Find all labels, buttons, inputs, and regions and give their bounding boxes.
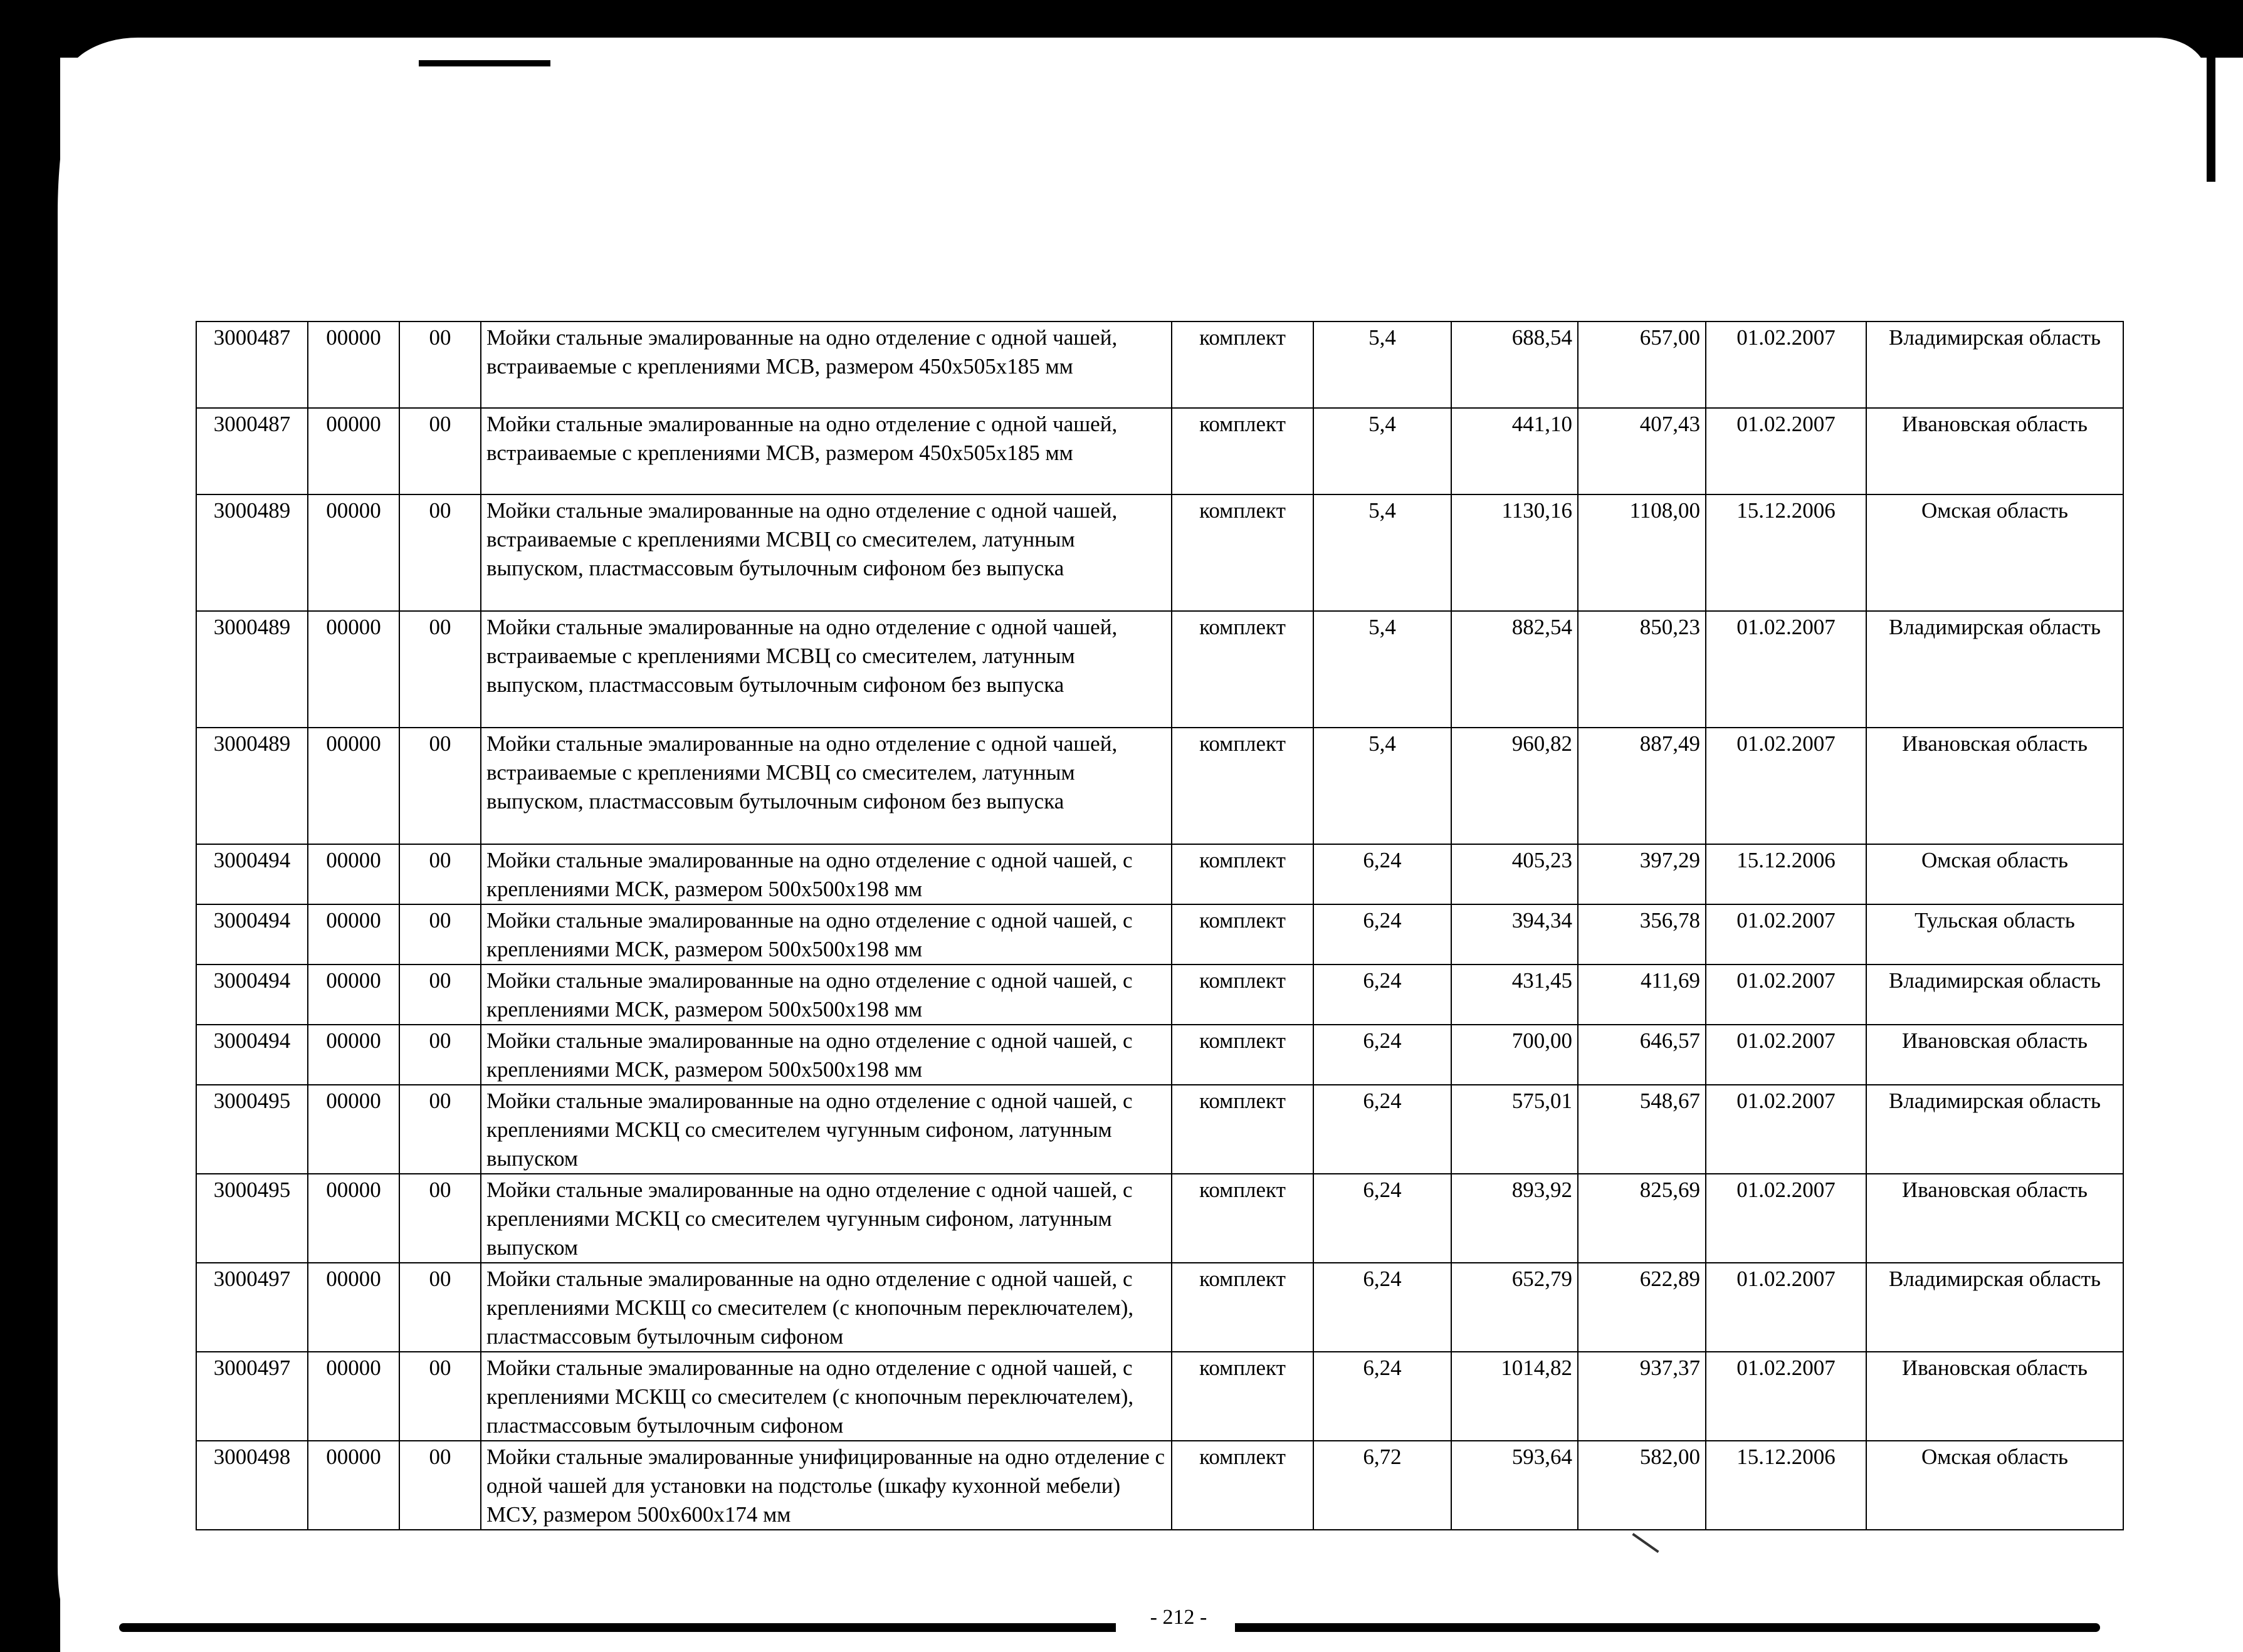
row-price-2: 646,57 [1578,1025,1706,1085]
row-code: 3000497 [196,1263,308,1352]
row-price-2: 548,67 [1578,1085,1706,1174]
row-unit: комплект [1172,1085,1313,1174]
row-description: Мойки стальные эмалированные на одно отделение с одной чашей, с креплениями МСК, размером 500x500x198 мм [481,844,1172,904]
row-region: Ивановская область [1866,1025,2123,1085]
row-suffix: 00 [399,408,481,494]
row-date: 01.02.2007 [1706,904,1866,965]
row-suffix: 00 [399,322,481,408]
table-row [196,965,2123,1025]
row-unit: комплект [1172,1352,1313,1441]
row-region: Омская область [1866,844,2123,904]
row-region: Омская область [1866,494,2123,611]
row-suffix: 00 [399,965,481,1025]
row-suffix: 00 [399,611,481,728]
row-region: Владимирская область [1866,611,2123,728]
row-price-2: 1108,00 [1578,494,1706,611]
row-subcode: 00000 [308,1174,399,1263]
table-row [196,611,2123,728]
row-region: Тульская область [1866,904,2123,965]
row-code: 3000498 [196,1441,308,1530]
table-row [196,322,2123,408]
table-row [196,408,2123,494]
row-price-2: 937,37 [1578,1352,1706,1441]
row-coefficient: 6,24 [1313,1025,1451,1085]
row-date: 01.02.2007 [1706,1174,1866,1263]
row-date: 15.12.2006 [1706,1441,1866,1530]
table-row [196,844,2123,904]
table-row [196,494,2123,611]
row-date: 01.02.2007 [1706,611,1866,728]
row-subcode: 00000 [308,844,399,904]
row-price-2: 411,69 [1578,965,1706,1025]
row-code: 3000494 [196,904,308,965]
row-unit: комплект [1172,322,1313,408]
page-number: - 212 - [1122,1606,1235,1629]
row-suffix: 00 [399,1352,481,1441]
row-description: Мойки стальные эмалированные на одно отделение с одной чашей, встраиваемые с креплениями МСВЦ со смесителем, латунным выпуском, пластмассовым бутылочным сифоном без выпуска [481,611,1172,728]
row-coefficient: 5,4 [1313,322,1451,408]
scan-page-corner-left [58,63,133,1642]
row-coefficient: 6,24 [1313,1174,1451,1263]
row-subcode: 00000 [308,965,399,1025]
row-price-1: 441,10 [1451,408,1578,494]
row-price-1: 1014,82 [1451,1352,1578,1441]
row-price-1: 593,64 [1451,1441,1578,1530]
row-code: 3000489 [196,494,308,611]
row-coefficient: 6,24 [1313,844,1451,904]
row-suffix: 00 [399,728,481,844]
row-price-1: 960,82 [1451,728,1578,844]
row-subcode: 00000 [308,494,399,611]
table-row [196,728,2123,844]
row-unit: комплект [1172,904,1313,965]
row-unit: комплект [1172,1263,1313,1352]
row-price-1: 575,01 [1451,1085,1578,1174]
row-date: 01.02.2007 [1706,1352,1866,1441]
row-date: 01.02.2007 [1706,408,1866,494]
row-unit: комплект [1172,844,1313,904]
row-code: 3000487 [196,408,308,494]
row-date: 15.12.2006 [1706,494,1866,611]
row-price-1: 1130,16 [1451,494,1578,611]
row-description: Мойки стальные эмалированные на одно отделение с одной чашей, с креплениями МСК, размером 500x500x198 мм [481,965,1172,1025]
row-suffix: 00 [399,1025,481,1085]
row-code: 3000487 [196,322,308,408]
row-suffix: 00 [399,1174,481,1263]
row-price-2: 582,00 [1578,1441,1706,1530]
row-price-2: 850,23 [1578,611,1706,728]
scan-border-bottom [119,1623,2100,1632]
row-subcode: 00000 [308,728,399,844]
row-date: 01.02.2007 [1706,965,1866,1025]
row-description: Мойки стальные эмалированные на одно отделение с одной чашей, с креплениями МСКЦ со смесителем чугунным сифоном, латунным выпуском [481,1085,1172,1174]
row-subcode: 00000 [308,1085,399,1174]
row-region: Владимирская область [1866,1263,2123,1352]
row-subcode: 00000 [308,1025,399,1085]
row-region: Омская область [1866,1441,2123,1530]
table-body [196,322,2123,1530]
row-coefficient: 6,24 [1313,1085,1451,1174]
row-description: Мойки стальные эмалированные унифицированные на одно отделение с одной чашей для установки на подстолье (шкафу кухонной мебели) МСУ, размером 500x600x174 мм [481,1441,1172,1530]
row-date: 01.02.2007 [1706,1263,1866,1352]
row-description: Мойки стальные эмалированные на одно отделение с одной чашей, с креплениями МСК, размером 500x500x198 мм [481,904,1172,965]
row-coefficient: 6,24 [1313,1263,1451,1352]
row-region: Владимирская область [1866,322,2123,408]
row-unit: комплект [1172,1174,1313,1263]
row-unit: комплект [1172,1441,1313,1530]
row-price-1: 431,45 [1451,965,1578,1025]
row-price-1: 652,79 [1451,1263,1578,1352]
row-coefficient: 5,4 [1313,494,1451,611]
row-unit: комплект [1172,965,1313,1025]
row-code: 3000497 [196,1352,308,1441]
row-code: 3000495 [196,1174,308,1263]
row-price-2: 356,78 [1578,904,1706,965]
row-code: 3000494 [196,1025,308,1085]
row-suffix: 00 [399,1085,481,1174]
row-code: 3000489 [196,728,308,844]
row-unit: комплект [1172,611,1313,728]
row-coefficient: 6,72 [1313,1441,1451,1530]
price-table [196,321,2124,1530]
row-code: 3000489 [196,611,308,728]
row-price-1: 700,00 [1451,1025,1578,1085]
row-description: Мойки стальные эмалированные на одно отделение с одной чашей, с креплениями МСКЩ со смесителем (с кнопочным переключателем), пластмассовым бутылочным сифоном [481,1352,1172,1441]
row-subcode: 00000 [308,1263,399,1352]
row-region: Ивановская область [1866,408,2123,494]
row-code: 3000495 [196,1085,308,1174]
row-description: Мойки стальные эмалированные на одно отделение с одной чашей, встраиваемые с креплениями МСВ, размером 450x505x185 мм [481,408,1172,494]
row-description: Мойки стальные эмалированные на одно отделение с одной чашей, с креплениями МСКЦ со смесителем чугунным сифоном, латунным выпуском [481,1174,1172,1263]
table-row [196,1174,2123,1263]
row-date: 01.02.2007 [1706,322,1866,408]
row-suffix: 00 [399,904,481,965]
row-coefficient: 6,24 [1313,904,1451,965]
row-suffix: 00 [399,1441,481,1530]
row-coefficient: 5,4 [1313,728,1451,844]
row-suffix: 00 [399,1263,481,1352]
row-description: Мойки стальные эмалированные на одно отделение с одной чашей, встраиваемые с креплениями МСВЦ со смесителем, латунным выпуском, пластмассовым бутылочным сифоном без выпуска [481,494,1172,611]
row-price-2: 657,00 [1578,322,1706,408]
row-price-2: 887,49 [1578,728,1706,844]
row-unit: комплект [1172,1025,1313,1085]
row-description: Мойки стальные эмалированные на одно отделение с одной чашей, с креплениями МСК, размером 500x500x198 мм [481,1025,1172,1085]
row-subcode: 00000 [308,904,399,965]
row-unit: комплект [1172,408,1313,494]
row-coefficient: 5,4 [1313,611,1451,728]
row-price-2: 397,29 [1578,844,1706,904]
row-price-1: 882,54 [1451,611,1578,728]
row-region: Ивановская область [1866,1174,2123,1263]
row-code: 3000494 [196,965,308,1025]
row-region: Владимирская область [1866,965,2123,1025]
table-row [196,1441,2123,1530]
row-coefficient: 5,4 [1313,408,1451,494]
row-date: 01.02.2007 [1706,728,1866,844]
row-price-1: 893,92 [1451,1174,1578,1263]
row-description: Мойки стальные эмалированные на одно отделение с одной чашей, с креплениями МСКЩ со смесителем (с кнопочным переключателем), пластмассовым бутылочным сифоном [481,1263,1172,1352]
row-price-2: 825,69 [1578,1174,1706,1263]
row-date: 01.02.2007 [1706,1085,1866,1174]
row-subcode: 00000 [308,1441,399,1530]
row-date: 15.12.2006 [1706,844,1866,904]
row-price-2: 622,89 [1578,1263,1706,1352]
row-price-2: 407,43 [1578,408,1706,494]
row-description: Мойки стальные эмалированные на одно отделение с одной чашей, встраиваемые с креплениями МСВЦ со смесителем, латунным выпуском, пластмассовым бутылочным сифоном без выпуска [481,728,1172,844]
row-unit: комплект [1172,494,1313,611]
row-price-1: 405,23 [1451,844,1578,904]
table-row [196,1263,2123,1352]
row-coefficient: 6,24 [1313,1352,1451,1441]
scan-page-corner-top [63,38,2207,113]
scan-border-right [2207,50,2215,182]
row-description: Мойки стальные эмалированные на одно отделение с одной чашей, встраиваемые с креплениями МСВ, размером 450x505x185 мм [481,322,1172,408]
row-region: Ивановская область [1866,728,2123,844]
table-row [196,1025,2123,1085]
row-coefficient: 6,24 [1313,965,1451,1025]
row-region: Владимирская область [1866,1085,2123,1174]
row-date: 01.02.2007 [1706,1025,1866,1085]
table-row [196,1085,2123,1174]
row-suffix: 00 [399,494,481,611]
row-suffix: 00 [399,844,481,904]
scan-mark-top [419,60,550,66]
row-price-1: 394,34 [1451,904,1578,965]
row-subcode: 00000 [308,1352,399,1441]
row-subcode: 00000 [308,611,399,728]
table-row [196,1352,2123,1441]
row-subcode: 00000 [308,322,399,408]
scan-smudge [1632,1533,1659,1553]
row-region: Ивановская область [1866,1352,2123,1441]
row-subcode: 00000 [308,408,399,494]
row-code: 3000494 [196,844,308,904]
table-row [196,904,2123,965]
price-table-sheet [196,321,2123,1530]
scan-border-left [0,0,60,1652]
row-price-1: 688,54 [1451,322,1578,408]
row-unit: комплект [1172,728,1313,844]
